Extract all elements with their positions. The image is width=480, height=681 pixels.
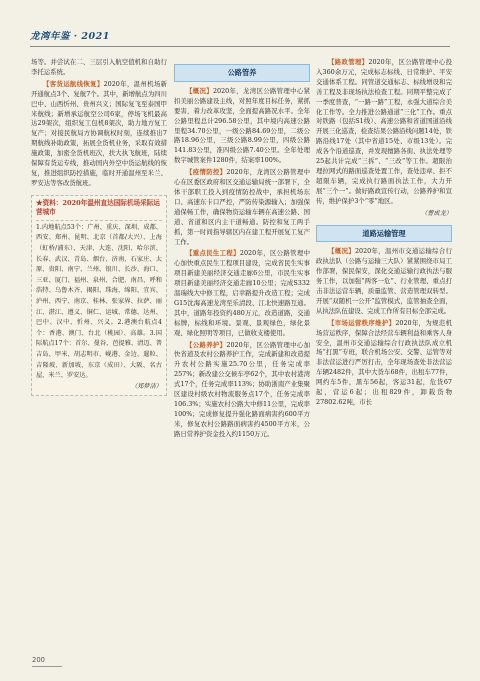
info-box xyxy=(31,195,167,396)
section-paragraph xyxy=(316,58,452,207)
section-text: 2020年，为规范机场营运秩序，保障合法经营车辆利益和乘客人身安全，温州市交通运输综合行政执法队成立机场“打黑”专班，联合机场公安、交警、运管等对非法营运进行严厉打击，全年现场查处非法营运车辆2482件，其中大货车68件，出租车77件，网约车5件，黑车56起，客运31起，危货67起，营运6起；出租829件，卸载货物27802.62吨，市长 xyxy=(316,318,453,406)
running-header xyxy=(30,26,450,47)
section-label: 【公路养护】 xyxy=(186,340,227,349)
section-label: 【路政管理】 xyxy=(328,58,369,66)
footer-rule xyxy=(32,666,62,667)
section-text: 2020年，区公路管理中心投入360余万元，完成标志标线、日常维护、平安交通体系工程。同管道交通标志、标线增设和完善工程及非现场执法检查工程。同期平整完成了一季度普查，“一路一路”工程，永强大道综合美化工作等。全力推进公路通道“三化”工作。重点对铁路（包括S1线）、高速公路和省道国道沿线开展三化巡查，检查结果公路沿线问题14处，铁路沿线17处（其中省道15处、市级13处）。完成各个沿道巡查，并发现擅路各街、执法处理等25起共计完成“三拆”、“三改”等工作。超限治理拉网式的路面巡查处置工作，查处违章、拒不超限车辆，完成执行路面执法工作，大力开展“三个一”。做好路政宣传行动，公路养护和宣传，维护保护3个“零”地区。 xyxy=(316,58,453,205)
section-text: 2020年，温州市交通运输综合行政执法队（公路与运输三大队）紧紧围绕市局工作部署，保民保安，深化交通运输行政执法与服务工作，以加强“两客一危”、行业管理、重点打击非法运营车辆，质量监管、营造管理双转型。开展“双随机一公开”监管模式，监管抽查全面，从执法队伍建设、完成工作所有目标全部完成。 xyxy=(316,247,453,315)
section-text: 2020年，区公路管理中心加快省道及农村公路养护工作，完成新建和改造提升农村公路实施25.70公里，任务完成率257%；新改建公交候车亭62个，其中农村港湾式17个，任务完成率113%；协助浙南产业集聚区建设村级农村物流服务点17个，任务完成率106.3%；实施农村公路大中修11公里，完成率100%；完成修复提升强化路面病害约600平方米，修复农村公路路面病害约4500平方米，公路日常养护资金投入约1150万元。 xyxy=(174,340,311,438)
section-text: 2020年，龙湾区公路管理中心在区委区政府和区交通运输局统一部署下，全体干部职工投入到疫情防控战中，承担机场东口、高速东卡口严控，严防传染源输入；加强保通保畅工作，确保物资运输车辆在高速公路、国道、省道和区内主干道畅通。防控和复工两手抓，第一时间指导辖区内在建工程开展复工复产工作。 xyxy=(174,168,311,246)
info-box-title: ★资料：2020年温州直达国际机场采际运营城市 xyxy=(36,199,162,221)
section-label: 【市场运营秩序维护】 xyxy=(328,318,396,327)
section-title-box: 公路管养 xyxy=(174,64,310,82)
section-paragraph xyxy=(31,80,167,189)
info-box-body: 1.内地航点53个：广州、重庆、深圳、成都、西安、郑州、昆明、北京（首都/大兴）、上海（虹桥/浦东）、天津、大连、沈阳、哈尔滨、长春、武汉、青岛、烟台、济南、石家庄、太原、贵阳、南宁、兰州、银川、长沙、海口、三亚、厦门、福州、泉州、合肥、南昌、呼和浩特、乌鲁木齐、揭阳、珠海、绵阳、宜宾、泸州、西宁、南京、桂林、张家界、拉萨、丽江、湛江、遵义、铜仁、运城、常德、达州、巴中、汉中、忻州、兴义。2.港澳台航点4个：香港、澳门、台北（桃园）、高雄。3.国际航点17个：首尔、曼谷、芭提雅、清迈、普吉岛、甲米、胡志明市、岘港、金边、暹粒、吉隆坡、新加坡、东京（成田）、大阪、名古屋、米兰、罗安达。 xyxy=(36,223,162,380)
section-paragraph xyxy=(174,87,310,166)
section-text: 2020年，温州机场新开通航点3个、复航7个。其中，新增航点为四川巴中、山西忻州、贵州兴义；国际复飞至泰国甲米航线；新增承运航空公司6家，停场飞机最高达29架次，组织复工包机8架次，助力地方复工复产；对接民航局方协调航权时刻，连续推出7期航线补助政策，拓展全货机业务，采取有效措施政策，加密全货机班次，扶大执飞航班，陆续保障有货运专线，推动国内外空中货运航线的恢复，推进组织防控措施，临时开通温州至米兰、罗安达等客改货航班。 xyxy=(31,79,168,187)
section-paragraph xyxy=(174,168,310,247)
section-paragraph xyxy=(316,319,452,408)
column-3 xyxy=(316,58,452,410)
page-number: 200 xyxy=(32,656,45,664)
section-text: 2020年，龙湾区公路管理中心紧扣美丽公路建设主线，对照年度目标任务，紧抓要害，着力改革攻坚，全面提高路况水平。全年公路里程总计296.58公里，其中境内高速公路里程34.70公里，一级公路84.69公里，二级公路18.96公里，三级公路8.99公里，四级公路141.83公里，准四级公路7.40公里。全年处理数字城管案件1280件，结案率100%。 xyxy=(174,86,311,165)
section-paragraph xyxy=(174,341,310,440)
section-title-box: 道路运输管理 xyxy=(316,225,452,243)
section-label: 【疫情防控】 xyxy=(186,168,227,177)
intro-paragraph: 场等。并尝试在二、三层引入航空值机和自助行李托运系统。 xyxy=(31,58,167,76)
column-1 xyxy=(31,58,167,396)
section-label: 【概况】 xyxy=(186,86,213,95)
yearbook-title: 龙湾年鉴 · 2021 xyxy=(30,31,110,42)
section-paragraph xyxy=(174,249,310,338)
column-2 xyxy=(174,58,310,442)
section-paragraph xyxy=(316,247,452,316)
section-text: 2020年，区公路管理中心加快重点民生工程项目建设，完成省民生实事项目新建美丽经济交通走廊6公里，市民生实事项目新建美丽经济交通走廊10公里；完成S332温瑞线大中修工程，启幸路提升改造工程；完成G15沈海高速龙湾至乐清段、江北快速路互通。其中，道路年投资约480万元，改造道路，交通标牌，标线和环境。景观、景观绿色，绿化景观、绿化照明等项目，已做收支楼使用。 xyxy=(174,249,311,337)
signature: （郑梦洁） xyxy=(131,382,162,390)
signature: （曹成龙） xyxy=(421,209,452,217)
section-label: 【概况】 xyxy=(328,247,355,256)
section-label: 【客货运航线恢复】 xyxy=(43,79,104,88)
section-label: 【重点民生工程】 xyxy=(186,249,240,258)
